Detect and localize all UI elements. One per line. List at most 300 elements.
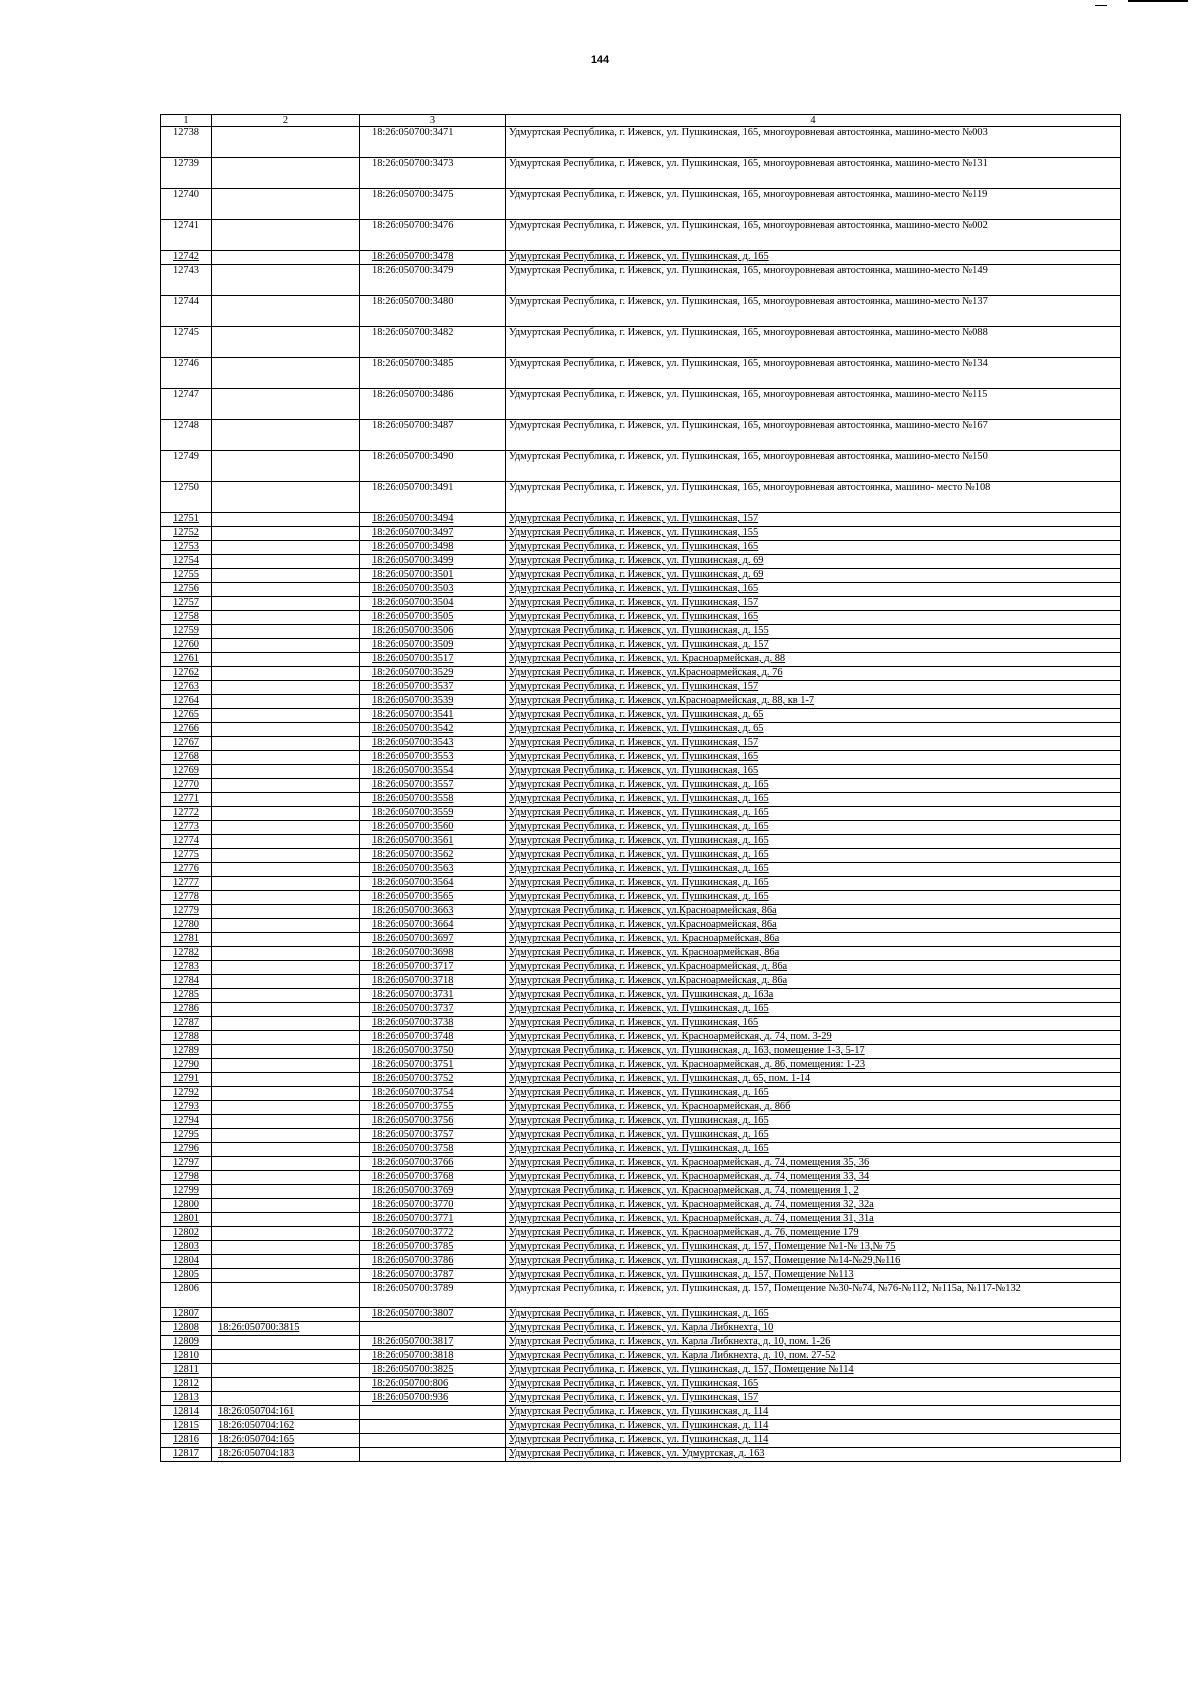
row-number-cell: 12795 xyxy=(161,1129,212,1143)
cadastral-number-cell-3: 18:26:050700:3553 xyxy=(360,751,506,765)
cadastral-number-cell-2 xyxy=(212,639,360,653)
cadastral-number-cell-3: 18:26:050700:3473 xyxy=(360,158,506,189)
row-number-cell: 12765 xyxy=(161,709,212,723)
table-row xyxy=(161,296,1121,327)
row-number-cell: 12816 xyxy=(161,1434,212,1448)
table-row xyxy=(161,569,1121,583)
cadastral-number-cell-3: 18:26:050700:3563 xyxy=(360,863,506,877)
address-cell: Удмуртская Республика, г. Ижевск, ул. Пушкинская, д. 165 xyxy=(506,877,1121,891)
cadastral-number-cell-3 xyxy=(360,1420,506,1434)
cadastral-number-cell-2 xyxy=(212,877,360,891)
cadastral-number-cell-2 xyxy=(212,779,360,793)
cadastral-number-cell-2 xyxy=(212,527,360,541)
address-cell: Удмуртская Республика, г. Ижевск, ул. Пушкинская, д. 157, Помещение №113 xyxy=(506,1269,1121,1283)
cadastral-number-cell-2 xyxy=(212,1101,360,1115)
row-number-cell: 12773 xyxy=(161,821,212,835)
address-cell: Удмуртская Республика, г. Ижевск, ул.Красноармейская, 86а xyxy=(506,905,1121,919)
row-number-cell: 12763 xyxy=(161,681,212,695)
cadastral-number-cell-2 xyxy=(212,296,360,327)
cadastral-number-cell-3: 18:26:050700:3731 xyxy=(360,989,506,1003)
cadastral-number-cell-3 xyxy=(360,1322,506,1336)
address-cell: Удмуртская Республика, г. Ижевск, ул. Пушкинская, д. 165 xyxy=(506,251,1121,265)
cadastral-number-cell-3: 18:26:050700:3479 xyxy=(360,265,506,296)
address-cell: Удмуртская Республика, г. Ижевск, ул. Пушкинская, д. 165 xyxy=(506,849,1121,863)
row-number-cell: 12783 xyxy=(161,961,212,975)
column-header-3: 3 xyxy=(360,115,506,127)
address-cell: Удмуртская Республика, г. Ижевск, ул. Красноармейская, д. 86, помещения: 1-23 xyxy=(506,1059,1121,1073)
table-row xyxy=(161,1255,1121,1269)
cadastral-number-cell-2 xyxy=(212,127,360,158)
cadastral-number-cell-3: 18:26:050700:3557 xyxy=(360,779,506,793)
row-number-cell: 12790 xyxy=(161,1059,212,1073)
row-number-cell: 12760 xyxy=(161,639,212,653)
address-cell: Удмуртская Республика, г. Ижевск, ул. Пушкинская, д. 65, пом. 1-14 xyxy=(506,1073,1121,1087)
row-number-cell: 12744 xyxy=(161,296,212,327)
cadastral-number-cell-2 xyxy=(212,891,360,905)
row-number-cell: 12753 xyxy=(161,541,212,555)
address-cell: Удмуртская Республика, г. Ижевск, ул. Пушкинская, 165 xyxy=(506,1378,1121,1392)
address-cell: Удмуртская Республика, г. Ижевск, ул. Красноармейская, 86а xyxy=(506,947,1121,961)
row-number-cell: 12738 xyxy=(161,127,212,158)
row-number-cell: 12758 xyxy=(161,611,212,625)
address-cell: Удмуртская Республика, г. Ижевск, ул. Пушкинская, д. 163а xyxy=(506,989,1121,1003)
address-cell: Удмуртская Республика, г. Ижевск, ул. Пушкинская, д. 157, Помещение №14-№29,№116 xyxy=(506,1255,1121,1269)
row-number-cell: 12742 xyxy=(161,251,212,265)
table-row xyxy=(161,961,1121,975)
address-cell: Удмуртская Республика, г. Ижевск, ул. Пушкинская, 165 xyxy=(506,541,1121,555)
cadastral-number-cell-3: 18:26:050700:3482 xyxy=(360,327,506,358)
address-cell: Удмуртская Республика, г. Ижевск, ул. Пушкинская, д. 165 xyxy=(506,807,1121,821)
cadastral-number-cell-2 xyxy=(212,389,360,420)
address-cell: Удмуртская Республика, г. Ижевск, ул. Пушкинская, 157 xyxy=(506,513,1121,527)
cadastral-number-cell-3: 18:26:050700:3785 xyxy=(360,1241,506,1255)
cadastral-number-cell-3: 18:26:050700:3758 xyxy=(360,1143,506,1157)
table-row xyxy=(161,793,1121,807)
row-number-cell: 12802 xyxy=(161,1227,212,1241)
cadastral-number-cell-2 xyxy=(212,451,360,482)
cadastral-number-cell-2 xyxy=(212,1059,360,1073)
cadastral-number-cell-2 xyxy=(212,653,360,667)
address-cell: Удмуртская Республика, г. Ижевск, ул. Красноармейская, д. 74, помещения 33, 34 xyxy=(506,1171,1121,1185)
cadastral-number-cell-3: 18:26:050700:3718 xyxy=(360,975,506,989)
table-row xyxy=(161,1031,1121,1045)
cadastral-number-cell-2 xyxy=(212,597,360,611)
address-cell: Удмуртская Республика, г. Ижевск, ул. Пушкинская, д. 165 xyxy=(506,1087,1121,1101)
cadastral-number-cell-2 xyxy=(212,189,360,220)
cadastral-number-cell-2 xyxy=(212,158,360,189)
cadastral-number-cell-2 xyxy=(212,1378,360,1392)
cadastral-number-cell-3: 18:26:050700:3505 xyxy=(360,611,506,625)
table-row xyxy=(161,639,1121,653)
cadastral-number-cell-3: 18:26:050700:3771 xyxy=(360,1213,506,1227)
row-number-cell: 12817 xyxy=(161,1448,212,1462)
table-row xyxy=(161,1199,1121,1213)
table-row xyxy=(161,189,1121,220)
cadastral-number-cell-3: 18:26:050700:3494 xyxy=(360,513,506,527)
cadastral-number-cell-3: 18:26:050700:3543 xyxy=(360,737,506,751)
row-number-cell: 12780 xyxy=(161,919,212,933)
cadastral-number-cell-2 xyxy=(212,1308,360,1322)
row-number-cell: 12782 xyxy=(161,947,212,961)
row-number-cell: 12793 xyxy=(161,1101,212,1115)
cadastral-number-cell-2 xyxy=(212,611,360,625)
address-cell: Удмуртская Республика, г. Ижевск, ул. Пушкинская, 165, многоуровневая автостоянка, машино-место №003 xyxy=(506,127,1121,158)
cadastral-number-cell-2 xyxy=(212,1045,360,1059)
cadastral-number-cell-3: 18:26:050700:3509 xyxy=(360,639,506,653)
column-header-2: 2 xyxy=(212,115,360,127)
address-cell: Удмуртская Республика, г. Ижевск, ул. Пушкинская, д. 157, Помещение №1-№ 13,№ 75 xyxy=(506,1241,1121,1255)
table-row xyxy=(161,1101,1121,1115)
cadastral-number-cell-3: 18:26:050700:3558 xyxy=(360,793,506,807)
cadastral-number-cell-3: 18:26:050700:3769 xyxy=(360,1185,506,1199)
cadastral-number-cell-2 xyxy=(212,1350,360,1364)
address-cell: Удмуртская Республика, г. Ижевск, ул. Пушкинская, д. 165 xyxy=(506,1129,1121,1143)
table-row xyxy=(161,1213,1121,1227)
row-number-cell: 12757 xyxy=(161,597,212,611)
row-number-cell: 12800 xyxy=(161,1199,212,1213)
row-number-cell: 12788 xyxy=(161,1031,212,1045)
cadastral-number-cell-3: 18:26:050700:3789 xyxy=(360,1283,506,1308)
address-cell: Удмуртская Республика, г. Ижевск, ул. Пушкинская, д. 165 xyxy=(506,779,1121,793)
table-row xyxy=(161,527,1121,541)
table-row xyxy=(161,1227,1121,1241)
cadastral-number-cell-3: 18:26:050700:3750 xyxy=(360,1045,506,1059)
cadastral-number-cell-2 xyxy=(212,1269,360,1283)
row-number-cell: 12743 xyxy=(161,265,212,296)
cadastral-number-cell-2 xyxy=(212,1157,360,1171)
cadastral-number-cell-3: 18:26:050700:3559 xyxy=(360,807,506,821)
cadastral-number-cell-3: 18:26:050700:3560 xyxy=(360,821,506,835)
address-cell: Удмуртская Республика, г. Ижевск, ул. Пушкинская, 157 xyxy=(506,681,1121,695)
row-number-cell: 12746 xyxy=(161,358,212,389)
cadastral-number-cell-3: 18:26:050700:3504 xyxy=(360,597,506,611)
cadastral-number-cell-3: 18:26:050700:3478 xyxy=(360,251,506,265)
table-row xyxy=(161,1406,1121,1420)
table-row xyxy=(161,891,1121,905)
address-cell: Удмуртская Республика, г. Ижевск, ул. Пушкинская, д. 165 xyxy=(506,863,1121,877)
address-cell: Удмуртская Республика, г. Ижевск, ул. Пушкинская, д. 165 xyxy=(506,1308,1121,1322)
cadastral-number-cell-2 xyxy=(212,358,360,389)
cadastral-number-cell-3: 18:26:050700:3818 xyxy=(360,1350,506,1364)
cadastral-number-cell-3 xyxy=(360,1434,506,1448)
register-body xyxy=(161,127,1121,1462)
row-number-cell: 12754 xyxy=(161,555,212,569)
cadastral-number-cell-2 xyxy=(212,681,360,695)
cadastral-number-cell-2: 18:26:050704:183 xyxy=(212,1448,360,1462)
address-cell: Удмуртская Республика, г. Ижевск, ул. Красноармейская, д. 86б xyxy=(506,1101,1121,1115)
table-row xyxy=(161,420,1121,451)
cadastral-number-cell-3: 18:26:050700:3539 xyxy=(360,695,506,709)
cadastral-number-cell-3: 18:26:050700:3476 xyxy=(360,220,506,251)
table-row xyxy=(161,947,1121,961)
row-number-cell: 12762 xyxy=(161,667,212,681)
address-cell: Удмуртская Республика, г. Ижевск, ул.Красноармейская, д. 86а xyxy=(506,961,1121,975)
table-row xyxy=(161,513,1121,527)
address-cell: Удмуртская Республика, г. Ижевск, ул. Красноармейская, д. 74, помещения 1, 2 xyxy=(506,1185,1121,1199)
table-row xyxy=(161,1073,1121,1087)
cadastral-number-cell-2 xyxy=(212,1255,360,1269)
cadastral-number-cell-3: 18:26:050700:3490 xyxy=(360,451,506,482)
row-number-cell: 12756 xyxy=(161,583,212,597)
cadastral-number-cell-3: 18:26:050700:3752 xyxy=(360,1073,506,1087)
address-cell: Удмуртская Республика, г. Ижевск, ул. Пушкинская, д. 157 xyxy=(506,639,1121,653)
cadastral-number-cell-2 xyxy=(212,1003,360,1017)
table-row xyxy=(161,1364,1121,1378)
table-row xyxy=(161,975,1121,989)
address-cell: Удмуртская Республика, г. Ижевск, ул. Пушкинская, д. 165 xyxy=(506,1003,1121,1017)
address-cell: Удмуртская Республика, г. Ижевск, ул. Пушкинская, д. 69 xyxy=(506,555,1121,569)
cadastral-number-cell-2 xyxy=(212,975,360,989)
cadastral-number-cell-3: 18:26:050700:3561 xyxy=(360,835,506,849)
cadastral-number-cell-2 xyxy=(212,695,360,709)
cadastral-number-cell-2 xyxy=(212,751,360,765)
address-cell: Удмуртская Республика, г. Ижевск, ул. Пушкинская, 165, многоуровневая автостоянка, машино-место №088 xyxy=(506,327,1121,358)
row-number-cell: 12764 xyxy=(161,695,212,709)
cadastral-number-cell-3: 18:26:050700:3825 xyxy=(360,1364,506,1378)
table-row xyxy=(161,709,1121,723)
cadastral-number-cell-2 xyxy=(212,583,360,597)
table-row xyxy=(161,389,1121,420)
row-number-cell: 12745 xyxy=(161,327,212,358)
address-cell: Удмуртская Республика, г. Ижевск, ул. Красноармейская, д. 74, помещения 35, 36 xyxy=(506,1157,1121,1171)
row-number-cell: 12792 xyxy=(161,1087,212,1101)
address-cell: Удмуртская Республика, г. Ижевск, ул. Карла Либкнехта, 10 xyxy=(506,1322,1121,1336)
cadastral-number-cell-2 xyxy=(212,555,360,569)
address-cell: Удмуртская Республика, г. Ижевск, ул. Пушкинская, д. 114 xyxy=(506,1420,1121,1434)
cadastral-number-cell-2 xyxy=(212,420,360,451)
address-cell: Удмуртская Республика, г. Ижевск, ул. Пушкинская, д. 165 xyxy=(506,1115,1121,1129)
table-row xyxy=(161,358,1121,389)
cadastral-number-cell-2 xyxy=(212,1213,360,1227)
address-cell: Удмуртская Республика, г. Ижевск, ул. Пушкинская, 165 xyxy=(506,583,1121,597)
column-header-row xyxy=(161,115,1121,127)
cadastral-number-cell-3: 18:26:050700:3807 xyxy=(360,1308,506,1322)
address-cell: Удмуртская Республика, г. Ижевск, ул. Красноармейская, д. 88 xyxy=(506,653,1121,667)
cadastral-number-cell-3: 18:26:050700:3501 xyxy=(360,569,506,583)
address-cell: Удмуртская Республика, г. Ижевск, ул. Пушкинская, д. 165 xyxy=(506,821,1121,835)
row-number-cell: 12787 xyxy=(161,1017,212,1031)
address-cell: Удмуртская Республика, г. Ижевск, ул. Пушкинская, 165, многоуровневая автостоянка, машино-место №150 xyxy=(506,451,1121,482)
column-header-1: 1 xyxy=(161,115,212,127)
row-number-cell: 12794 xyxy=(161,1115,212,1129)
row-number-cell: 12768 xyxy=(161,751,212,765)
table-row xyxy=(161,541,1121,555)
row-number-cell: 12771 xyxy=(161,793,212,807)
cadastral-number-cell-3: 18:26:050700:3529 xyxy=(360,667,506,681)
table-row xyxy=(161,451,1121,482)
table-row xyxy=(161,1115,1121,1129)
row-number-cell: 12766 xyxy=(161,723,212,737)
cadastral-number-cell-3: 18:26:050700:3503 xyxy=(360,583,506,597)
table-row xyxy=(161,1434,1121,1448)
row-number-cell: 12741 xyxy=(161,220,212,251)
cadastral-number-cell-2 xyxy=(212,1115,360,1129)
cadastral-number-cell-2 xyxy=(212,1185,360,1199)
table-row xyxy=(161,555,1121,569)
table-row xyxy=(161,849,1121,863)
address-cell: Удмуртская Республика, г. Ижевск, ул. Пушкинская, 165 xyxy=(506,611,1121,625)
address-cell: Удмуртская Республика, г. Ижевск, ул. Удмуртская, д. 163 xyxy=(506,1448,1121,1462)
address-cell: Удмуртская Республика, г. Ижевск, ул. Пушкинская, 165, многоуровневая автостоянка, машино-место №002 xyxy=(506,220,1121,251)
row-number-cell: 12807 xyxy=(161,1308,212,1322)
row-number-cell: 12740 xyxy=(161,189,212,220)
cadastral-number-cell-2 xyxy=(212,709,360,723)
table-row xyxy=(161,751,1121,765)
row-number-cell: 12785 xyxy=(161,989,212,1003)
address-cell: Удмуртская Республика, г. Ижевск, ул. Пушкинская, 165, многоуровневая автостоянка, машино-место №167 xyxy=(506,420,1121,451)
table-row xyxy=(161,158,1121,189)
row-number-cell: 12786 xyxy=(161,1003,212,1017)
table-row xyxy=(161,127,1121,158)
table-row xyxy=(161,653,1121,667)
row-number-cell: 12813 xyxy=(161,1392,212,1406)
table-row xyxy=(161,597,1121,611)
cadastral-number-cell-2 xyxy=(212,220,360,251)
cadastral-number-cell-3: 18:26:050700:3786 xyxy=(360,1255,506,1269)
address-cell: Удмуртская Республика, г. Ижевск, ул. Пушкинская, д. 155 xyxy=(506,625,1121,639)
cadastral-number-cell-2 xyxy=(212,265,360,296)
cadastral-number-cell-2 xyxy=(212,625,360,639)
cadastral-number-cell-2 xyxy=(212,1392,360,1406)
address-cell: Удмуртская Республика, г. Ижевск, ул. Пушкинская, 165, многоуровневая автостоянка, машино-место №149 xyxy=(506,265,1121,296)
cadastral-number-cell-2 xyxy=(212,1017,360,1031)
cadastral-number-cell-2 xyxy=(212,919,360,933)
row-number-cell: 12812 xyxy=(161,1378,212,1392)
cadastral-number-cell-3: 18:26:050700:3766 xyxy=(360,1157,506,1171)
table-row xyxy=(161,1322,1121,1336)
cadastral-number-cell-2 xyxy=(212,821,360,835)
cadastral-number-cell-3: 18:26:050700:3564 xyxy=(360,877,506,891)
address-cell: Удмуртская Республика, г. Ижевск, ул.Красноармейская, д. 76 xyxy=(506,667,1121,681)
table-row xyxy=(161,1308,1121,1322)
cadastral-number-cell-3: 18:26:050700:3787 xyxy=(360,1269,506,1283)
row-number-cell: 12797 xyxy=(161,1157,212,1171)
row-number-cell: 12781 xyxy=(161,933,212,947)
row-number-cell: 12778 xyxy=(161,891,212,905)
address-cell: Удмуртская Республика, г. Ижевск, ул. Красноармейская, д. 74, помещения 32, 32а xyxy=(506,1199,1121,1213)
table-row xyxy=(161,1059,1121,1073)
table-row xyxy=(161,919,1121,933)
row-number-cell: 12739 xyxy=(161,158,212,189)
table-row xyxy=(161,765,1121,779)
cadastral-number-cell-3: 18:26:050700:3537 xyxy=(360,681,506,695)
cadastral-number-cell-3: 18:26:050700:3817 xyxy=(360,1336,506,1350)
row-number-cell: 12789 xyxy=(161,1045,212,1059)
table-row xyxy=(161,265,1121,296)
address-cell: Удмуртская Республика, г. Ижевск, ул. Пушкинская, 165 xyxy=(506,751,1121,765)
table-row xyxy=(161,1283,1121,1308)
row-number-cell: 12755 xyxy=(161,569,212,583)
row-number-cell: 12798 xyxy=(161,1171,212,1185)
table-row xyxy=(161,821,1121,835)
address-cell: Удмуртская Республика, г. Ижевск, ул. Пушкинская, 157 xyxy=(506,597,1121,611)
cadastral-number-cell-3: 18:26:050700:3770 xyxy=(360,1199,506,1213)
address-cell: Удмуртская Республика, г. Ижевск, ул. Пушкинская, 157 xyxy=(506,1392,1121,1406)
row-number-cell: 12804 xyxy=(161,1255,212,1269)
row-number-cell: 12747 xyxy=(161,389,212,420)
cadastral-number-cell-2 xyxy=(212,807,360,821)
row-number-cell: 12799 xyxy=(161,1185,212,1199)
cadastral-number-cell-3: 18:26:050700:936 xyxy=(360,1392,506,1406)
cadastral-number-cell-2 xyxy=(212,947,360,961)
cadastral-number-cell-3: 18:26:050700:3487 xyxy=(360,420,506,451)
cadastral-number-cell-3: 18:26:050700:3717 xyxy=(360,961,506,975)
address-cell: Удмуртская Республика, г. Ижевск, ул. Пушкинская, 155 xyxy=(506,527,1121,541)
cadastral-number-cell-3: 18:26:050700:3498 xyxy=(360,541,506,555)
cadastral-number-cell-2 xyxy=(212,667,360,681)
cadastral-number-cell-3: 18:26:050700:3565 xyxy=(360,891,506,905)
address-cell: Удмуртская Республика, г. Ижевск, ул. Пушкинская, д. 163, помещение 1-3, 5-17 xyxy=(506,1045,1121,1059)
cadastral-number-cell-3: 18:26:050700:3506 xyxy=(360,625,506,639)
cadastral-number-cell-3: 18:26:050700:3738 xyxy=(360,1017,506,1031)
cadastral-number-cell-2 xyxy=(212,989,360,1003)
address-cell: Удмуртская Республика, г. Ижевск, ул. Пушкинская, 165, многоуровневая автостоянка, машино-место №131 xyxy=(506,158,1121,189)
cadastral-number-cell-2 xyxy=(212,1171,360,1185)
cadastral-number-cell-2 xyxy=(212,1241,360,1255)
table-row xyxy=(161,1045,1121,1059)
table-row xyxy=(161,989,1121,1003)
cadastral-number-cell-2 xyxy=(212,251,360,265)
address-cell: Удмуртская Республика, г. Ижевск, ул. Карла Либкнехта, д. 10, пом. 27-52 xyxy=(506,1350,1121,1364)
address-cell: Удмуртская Республика, г. Ижевск, ул. Пушкинская, 165, многоуровневая автостоянка, машино- место №108 xyxy=(506,482,1121,513)
cadastral-number-cell-2 xyxy=(212,1283,360,1308)
address-cell: Удмуртская Республика, г. Ижевск, ул. Красноармейская, д. 74, пом. 3-29 xyxy=(506,1031,1121,1045)
address-cell: Удмуртская Республика, г. Ижевск, ул. Пушкинская, д. 165 xyxy=(506,891,1121,905)
table-row xyxy=(161,1003,1121,1017)
address-cell: Удмуртская Республика, г. Ижевск, ул. Пушкинская, д. 165 xyxy=(506,793,1121,807)
table-row xyxy=(161,1185,1121,1199)
table-row xyxy=(161,905,1121,919)
address-cell: Удмуртская Республика, г. Ижевск, ул. Пушкинская, 165, многоуровневая автостоянка, машино-место №115 xyxy=(506,389,1121,420)
cadastral-number-cell-3: 18:26:050700:3485 xyxy=(360,358,506,389)
page-number: 144 xyxy=(590,54,610,66)
scan-edge-mark xyxy=(1128,0,1188,2)
cadastral-number-cell-3: 18:26:050700:3554 xyxy=(360,765,506,779)
row-number-cell: 12779 xyxy=(161,905,212,919)
cadastral-number-cell-2 xyxy=(212,905,360,919)
table-row xyxy=(161,667,1121,681)
cadastral-number-cell-2 xyxy=(212,765,360,779)
address-cell: Удмуртская Республика, г. Ижевск, ул. Пушкинская, 157 xyxy=(506,737,1121,751)
address-cell: Удмуртская Республика, г. Ижевск, ул. Пушкинская, д. 157, Помещение №114 xyxy=(506,1364,1121,1378)
table-row xyxy=(161,1129,1121,1143)
address-cell: Удмуртская Республика, г. Ижевск, ул. Пушкинская, 165 xyxy=(506,1017,1121,1031)
address-cell: Удмуртская Республика, г. Ижевск, ул.Красноармейская, д. 86а xyxy=(506,975,1121,989)
row-number-cell: 12814 xyxy=(161,1406,212,1420)
table-row xyxy=(161,220,1121,251)
cadastral-number-cell-2 xyxy=(212,1336,360,1350)
address-cell: Удмуртская Республика, г. Ижевск, ул. Красноармейская, д. 76, помещение 179 xyxy=(506,1227,1121,1241)
address-cell: Удмуртская Республика, г. Ижевск, ул. Пушкинская, 165, многоуровневая автостоянка, машино-место №137 xyxy=(506,296,1121,327)
cadastral-number-cell-3: 18:26:050700:3698 xyxy=(360,947,506,961)
address-cell: Удмуртская Республика, г. Ижевск, ул. Пушкинская, д. 165 xyxy=(506,835,1121,849)
row-number-cell: 12784 xyxy=(161,975,212,989)
cadastral-number-cell-3: 18:26:050700:3541 xyxy=(360,709,506,723)
table-row xyxy=(161,1420,1121,1434)
cadastral-number-cell-3: 18:26:050700:3663 xyxy=(360,905,506,919)
cadastral-number-cell-3: 18:26:050700:3697 xyxy=(360,933,506,947)
row-number-cell: 12777 xyxy=(161,877,212,891)
cadastral-number-cell-2 xyxy=(212,513,360,527)
table-row xyxy=(161,1241,1121,1255)
cadastral-number-cell-2 xyxy=(212,569,360,583)
row-number-cell: 12774 xyxy=(161,835,212,849)
row-number-cell: 12769 xyxy=(161,765,212,779)
row-number-cell: 12803 xyxy=(161,1241,212,1255)
row-number-cell: 12809 xyxy=(161,1336,212,1350)
address-cell: Удмуртская Республика, г. Ижевск, ул. Пушкинская, 165, многоуровневая автостоянка, машино-место №134 xyxy=(506,358,1121,389)
table-row xyxy=(161,611,1121,625)
